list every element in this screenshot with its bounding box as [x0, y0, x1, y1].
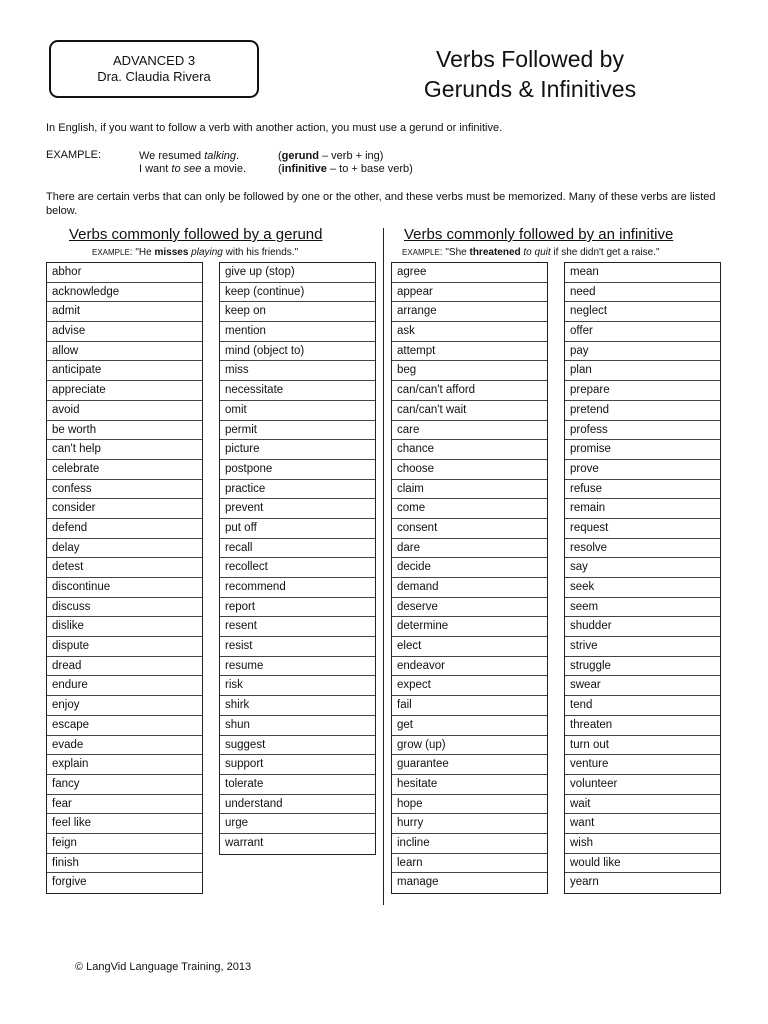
- verb-cell: omit: [220, 401, 375, 421]
- verb-cell: keep on: [220, 302, 375, 322]
- verb-cell: admit: [47, 302, 202, 322]
- verb-cell: care: [392, 421, 547, 441]
- verb-cell: expect: [392, 676, 547, 696]
- course-level: ADVANCED 3: [112, 53, 196, 68]
- verb-cell: appear: [392, 283, 547, 303]
- verb-cell: fail: [392, 696, 547, 716]
- verb-cell: pay: [565, 342, 720, 362]
- infinitive-section-title: Verbs commonly followed by an infinitive: [404, 226, 674, 243]
- verb-cell: defend: [47, 519, 202, 539]
- verb-cell: need: [565, 283, 720, 303]
- verb-cell: appreciate: [47, 381, 202, 401]
- verb-cell: chance: [392, 440, 547, 460]
- verb-cell: seek: [565, 578, 720, 598]
- verb-cell: offer: [565, 322, 720, 342]
- gerund-definition: (gerund – verb + ing): [278, 150, 384, 162]
- page-title: [390, 44, 670, 104]
- verb-cell: finish: [47, 854, 202, 874]
- verb-cell: say: [565, 558, 720, 578]
- verb-cell: forgive: [52, 876, 87, 889]
- verb-cell: dispute: [47, 637, 202, 657]
- verb-cell: explain: [47, 755, 202, 775]
- verb-cell: can't help: [47, 440, 202, 460]
- verb-cell: give up (stop): [220, 263, 375, 283]
- verb-cell: elect: [392, 637, 547, 657]
- example-sentence-infinitive: I want to see a movie.: [139, 163, 247, 175]
- verb-cell: support: [220, 755, 375, 775]
- verb-cell: endure: [47, 676, 202, 696]
- verb-cell: threaten: [565, 716, 720, 736]
- verb-cell: enjoy: [47, 696, 202, 716]
- verb-cell: request: [565, 519, 720, 539]
- verb-cell: postpone: [220, 460, 375, 480]
- verb-cell: evade: [47, 736, 202, 756]
- infinitive-section-example: EXAMPLE: "She threatened to quit if she didn't get a raise.": [402, 247, 660, 258]
- verb-cell: seem: [565, 598, 720, 618]
- verb-cell: suggest: [220, 736, 375, 756]
- verb-cell: report: [220, 598, 375, 618]
- verb-cell: fear: [47, 795, 202, 815]
- verb-cell: turn out: [565, 736, 720, 756]
- verb-cell: swear: [565, 676, 720, 696]
- verb-cell: endeavor: [392, 657, 547, 677]
- gerund-section-title: Verbs commonly followed by a gerund: [69, 226, 323, 243]
- verb-cell: discontinue: [47, 578, 202, 598]
- verb-cell: hurry: [392, 814, 547, 834]
- verb-cell: decide: [392, 558, 547, 578]
- infinitive-verbs-column-2: [564, 262, 721, 894]
- verb-cell: necessitate: [220, 381, 375, 401]
- verb-cell: attempt: [392, 342, 547, 362]
- verb-cell: shun: [220, 716, 375, 736]
- verb-cell: tolerate: [220, 775, 375, 795]
- verb-cell: picture: [220, 440, 375, 460]
- verb-cell: profess: [565, 421, 720, 441]
- verb-cell: incline: [392, 834, 547, 854]
- verb-cell: recommend: [220, 578, 375, 598]
- gerund-verbs-column-1: [46, 262, 203, 894]
- verb-cell: grow (up): [392, 736, 547, 756]
- verb-cell: come: [392, 499, 547, 519]
- title-line-2: Gerunds & Infinitives: [423, 76, 637, 102]
- verb-cell: can/can't wait: [392, 401, 547, 421]
- verb-cell: dislike: [47, 617, 202, 637]
- verb-cell: permit: [220, 421, 375, 441]
- verb-cell: tend: [565, 696, 720, 716]
- verb-cell: get: [392, 716, 547, 736]
- course-info-box: [49, 40, 259, 98]
- verb-cell: keep (continue): [220, 283, 375, 303]
- section-divider: [383, 228, 384, 905]
- verb-cell: manage: [397, 876, 439, 889]
- verb-cell: put off: [220, 519, 375, 539]
- intro-text: In English, if you want to follow a verb with another action, you must use a gerund or infinitive.: [46, 122, 503, 134]
- verb-cell: dare: [392, 539, 547, 559]
- verb-cell: resolve: [565, 539, 720, 559]
- copyright-footer: © LangVid Language Training, 2013: [75, 961, 252, 973]
- verb-cell: struggle: [565, 657, 720, 677]
- verb-cell: strive: [565, 637, 720, 657]
- verb-cell: acknowledge: [47, 283, 202, 303]
- verb-cell: delay: [47, 539, 202, 559]
- verb-cell: abhor: [47, 263, 202, 283]
- verb-cell: prove: [565, 460, 720, 480]
- verb-cell: agree: [392, 263, 547, 283]
- verb-cell: wait: [565, 795, 720, 815]
- verb-cell: practice: [220, 480, 375, 500]
- verb-cell: advise: [47, 322, 202, 342]
- verb-cell: avoid: [47, 401, 202, 421]
- infinitive-definition: (infinitive – to + base verb): [278, 163, 413, 175]
- verb-cell: beg: [392, 361, 547, 381]
- verb-cell: volunteer: [565, 775, 720, 795]
- verb-cell: detest: [47, 558, 202, 578]
- gerund-verbs-column-2: [219, 262, 376, 855]
- verb-cell: plan: [565, 361, 720, 381]
- verb-cell: can/can't afford: [392, 381, 547, 401]
- verb-cell: choose: [392, 460, 547, 480]
- verb-cell: hesitate: [392, 775, 547, 795]
- verb-cell: promise: [565, 440, 720, 460]
- verb-cell: refuse: [565, 480, 720, 500]
- verb-cell: consent: [392, 519, 547, 539]
- verb-cell: demand: [392, 578, 547, 598]
- verb-cell: miss: [220, 361, 375, 381]
- verb-cell: allow: [47, 342, 202, 362]
- verb-cell: resist: [220, 637, 375, 657]
- verb-cell: mention: [220, 322, 375, 342]
- infinitive-verbs-column-1: [391, 262, 548, 894]
- verb-cell: recollect: [220, 558, 375, 578]
- verb-cell: mind (object to): [220, 342, 375, 362]
- example-sentence-gerund: We resumed talking.: [139, 150, 240, 162]
- verb-cell: claim: [392, 480, 547, 500]
- verb-cell: learn: [392, 854, 547, 874]
- verb-cell: want: [565, 814, 720, 834]
- verb-cell: ask: [392, 322, 547, 342]
- verb-cell: venture: [565, 755, 720, 775]
- verb-cell: anticipate: [47, 361, 202, 381]
- verb-cell: celebrate: [47, 460, 202, 480]
- verb-cell: resent: [220, 617, 375, 637]
- explanation-paragraph: There are certain verbs that can only be followed by one or the other, and these verbs must be memorized. Many of these verbs are listed below.: [46, 191, 716, 217]
- verb-cell: be worth: [47, 421, 202, 441]
- verb-cell: consider: [47, 499, 202, 519]
- verb-cell: confess: [47, 480, 202, 500]
- verb-cell: arrange: [392, 302, 547, 322]
- verb-cell: mean: [565, 263, 720, 283]
- verb-cell: pretend: [565, 401, 720, 421]
- verb-cell: feel like: [47, 814, 202, 834]
- verb-cell: shudder: [565, 617, 720, 637]
- verb-cell: risk: [220, 676, 375, 696]
- verb-cell: yearn: [570, 876, 599, 889]
- example-label: EXAMPLE:: [46, 149, 102, 161]
- verb-cell: remain: [565, 499, 720, 519]
- verb-cell: recall: [220, 539, 375, 559]
- gerund-section-example: EXAMPLE: "He misses playing with his friends.": [92, 247, 299, 258]
- verb-cell: fancy: [47, 775, 202, 795]
- verb-cell: understand: [220, 795, 375, 815]
- verb-cell: wish: [565, 834, 720, 854]
- verb-cell: prevent: [220, 499, 375, 519]
- verb-cell: guarantee: [392, 755, 547, 775]
- verb-cell: warrant: [225, 836, 264, 849]
- verb-cell: determine: [392, 617, 547, 637]
- verb-cell: feign: [47, 834, 202, 854]
- verb-cell: neglect: [565, 302, 720, 322]
- verb-cell: resume: [220, 657, 375, 677]
- verb-cell: shirk: [220, 696, 375, 716]
- title-line-1: Verbs Followed by: [436, 46, 624, 72]
- instructor-name: Dra. Claudia Rivera: [97, 69, 211, 84]
- verb-cell: discuss: [47, 598, 202, 618]
- verb-cell: hope: [392, 795, 547, 815]
- verb-cell: escape: [47, 716, 202, 736]
- verb-cell: urge: [220, 814, 375, 834]
- verb-cell: deserve: [392, 598, 547, 618]
- verb-cell: dread: [47, 657, 202, 677]
- verb-cell: prepare: [565, 381, 720, 401]
- verb-cell: would like: [565, 854, 720, 874]
